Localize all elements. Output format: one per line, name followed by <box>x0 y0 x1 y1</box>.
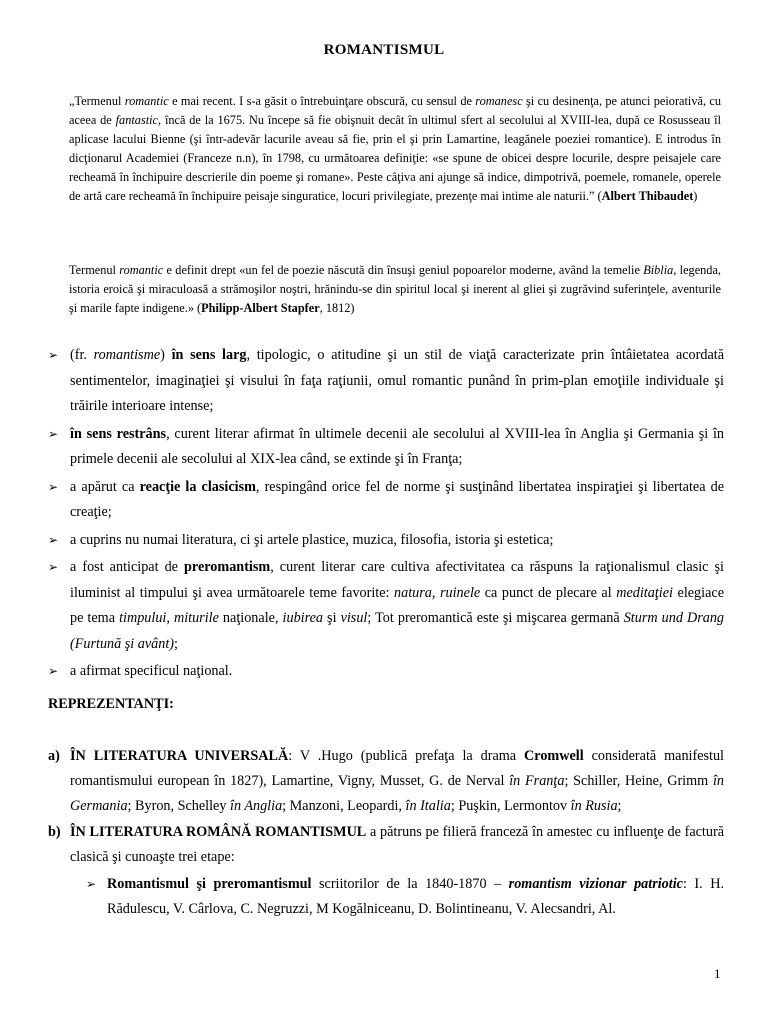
representatives-list <box>48 744 724 922</box>
quote-author: Philipp-Albert Stapfer <box>201 301 320 315</box>
list-item: ➢ a cuprins nu numai literatura, ci şi artele plastice, muzica, filosofia, istoria şi estetica; <box>48 528 724 554</box>
list-item: b) ÎN LITERATURA ROMÂNĂ ROMANTISMUL a pătruns pe filieră franceză în amestec cu influenţe de factură clasică şi cunoaşte trei etape: <box>48 820 724 870</box>
arrow-bullet-icon: ➢ <box>48 560 59 574</box>
quote-thibaudet: „Termenul romantic e mai recent. I s-a găsit o întrebuinţare obscură, cu sensul de romanesc şi cu desinenţa, pe atunci peiorativă, cu aceea de fantastic, încă de la 1675. Nu începe să fie obişnuit decât în ultimul sfert al secolului al XVIII-lea, după ce Rosusseau îl aplicase lacului Bienne (şi într-adevăr lacurile aveau să fie, prin el şi prin Lamartine, leagănele poeziei romantice). E introdus în dicţionarul Academiei (Franceze n.n), în 1798, cu următoarea definiţie: «se spune de obicei despre locurile, despre peisajele care recheamă în închipuire descrierile din poeme şi romane». Peste câţiva ani ajunge să indice, dimpotrivă, poemele, romanele, operele de artă care recheamă în închipuire peisaje singuratice, locuri privilegiate, prezenţe mai intime ale naturii.” (Albert Thibaudet) <box>69 94 721 203</box>
quote-author: Albert Thibaudet <box>601 189 694 203</box>
definition-list <box>48 343 724 687</box>
list-item: a) ÎN LITERATURA UNIVERSALĂ: V .Hugo (publică prefaţa la drama Cromwell considerată manifestul romantismului european în 1827), Lamartine, Vigny, Musset, G. de Nerval în Franţa; Schiller, Heine, Grimm în Germania; Byron, Schelley în Anglia; Manzoni, Leopardi, în Italia; Puşkin, Lermontov în Rusia; <box>48 744 724 819</box>
arrow-bullet-icon: ➢ <box>48 479 59 494</box>
list-marker: b) <box>48 824 61 840</box>
list-item: ➢ a fost anticipat de preromantism, curent literar care cultiva afectivitatea ca răspuns la raţionalismul clasic şi iluminist al timpului şi avea următoarele teme favorite: natura, ruinele ca punct de plecare al meditaţiei elegiace pe tema timpului, miturile naţionale, iubirea şi visul; Tot preromantică este şi mişcarea germană Sturm und Drang (Furtună şi avânt); <box>48 555 724 657</box>
list-item: ➢ (fr. romantisme) în sens larg, tipologic, o atitudine şi un stil de viaţă caracterizate prin întâietatea acordată sentimentelor, imaginaţiei şi visului în faţa raţiunii, omul romantic punând în prim-plan emoţiile individuale şi trăirile interioare intense; <box>48 343 724 420</box>
quote-stapfer: Termenul romantic e definit drept «un fel de poezie născută din însuşi geniul popoarelor moderne, având la temelie Biblia, legenda, istoria eroică şi miraculoasă a strămoşilor noştri, hrănindu-se din spiritul local şi inerent al gliei şi zugrăvind suferinţele, aventurile şi marile fapte indigene.» (Philipp-Albert Stapfer, 1812) <box>69 263 721 315</box>
page-number: 1 <box>714 966 721 981</box>
section-heading: REPREZENTANŢI: <box>48 696 174 712</box>
list-item: ➢ Romantismul şi preromantismul scriitorilor de la 1840-1870 – romantism vizionar patriotic: I. H. Rădulescu, V. Cârlova, C. Negruzzi, M Kogălniceanu, D. Bolintineanu, V. Alecsandri, Al. <box>70 872 724 922</box>
arrow-bullet-icon: ➢ <box>48 532 59 547</box>
list-marker: a) <box>48 748 60 764</box>
arrow-bullet-icon: ➢ <box>48 426 59 441</box>
arrow-bullet-icon: ➢ <box>86 877 97 891</box>
list-item: ➢ a afirmat specificul naţional. <box>48 659 724 685</box>
list-item: ➢ a apărut ca reacţie la clasicism, respingând orice fel de norme şi susţinând libertatea inspiraţiei şi libertatea de creaţie; <box>48 475 724 526</box>
arrow-bullet-icon: ➢ <box>48 664 59 678</box>
arrow-bullet-icon: ➢ <box>48 348 59 362</box>
page-title: ROMANTISMUL <box>323 42 445 58</box>
list-item: ➢ în sens restrâns, curent literar afirmat în ultimele decenii ale secolului al XVIII-lea în Anglia şi Germania şi în primele decenii ale secolului al XIX-lea când, se extinde şi în Franţa; <box>48 422 724 473</box>
